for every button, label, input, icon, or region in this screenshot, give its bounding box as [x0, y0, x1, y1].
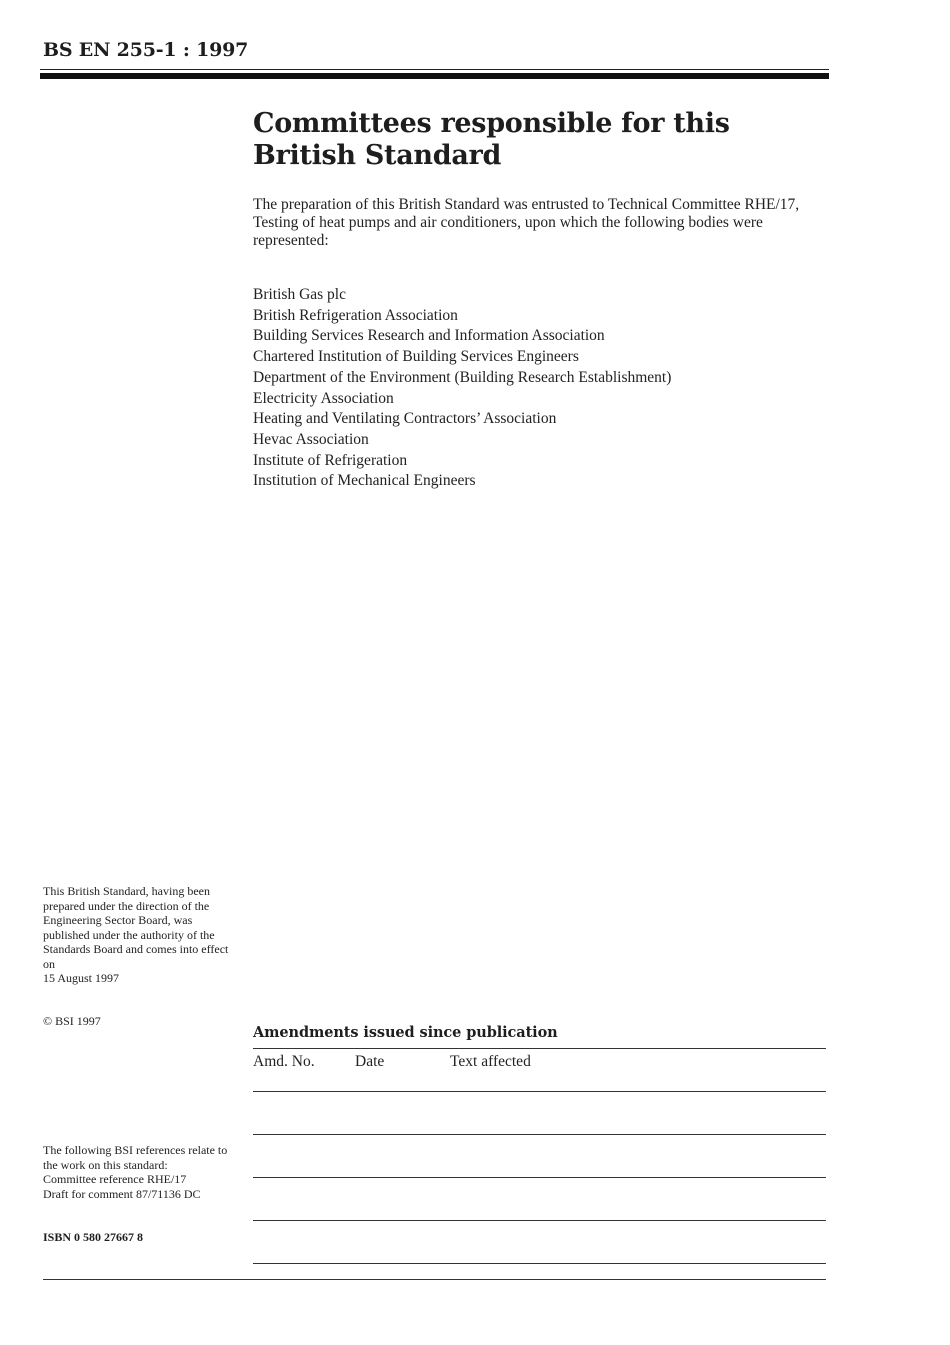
list-item: Building Services Research and Information Association [253, 327, 605, 345]
header-rule-thin [40, 69, 829, 70]
list-item: Heating and Ventilating Contractors’ Association [253, 410, 557, 428]
intro-paragraph: The preparation of this British Standard was entrusted to Technical Committee RHE/17, Testing of heat pumps and air conditioners, upon which the following bodies were represented: [253, 196, 800, 249]
amendments-rule-top [253, 1048, 826, 1049]
bsi-references [43, 1143, 238, 1201]
publication-note [43, 884, 238, 986]
isbn: ISBN 0 580 27667 8 [43, 1230, 144, 1244]
page-title [253, 108, 813, 172]
list-item: Institute of Refrigeration [253, 451, 408, 469]
references-intro: The following BSI references relate to the work on this standard: [43, 1143, 228, 1172]
column-header-date: Date [355, 1053, 385, 1070]
column-header-amd-no: Amd. No. [253, 1053, 315, 1070]
table-row-rule [253, 1177, 826, 1178]
committee-reference: Committee reference RHE/17 [43, 1172, 187, 1186]
publication-note-text: This British Standard, having been prepared under the direction of the Engineering Sector Board, was published under the authority of the Standards Board and comes into effect on [43, 884, 229, 971]
header-rule-thick [40, 73, 829, 79]
page-title-line-1: Committees responsible for this [253, 108, 730, 139]
standard-code: BS EN 255-1 : 1997 [43, 39, 249, 61]
copyright-notice: © BSI 1997 [43, 1014, 101, 1028]
draft-reference: Draft for comment 87/71136 DC [43, 1186, 201, 1201]
table-row-rule [253, 1134, 826, 1135]
list-item: British Refrigeration Association [253, 306, 458, 324]
list-item: British Gas plc [253, 286, 346, 303]
list-item: Electricity Association [253, 389, 394, 407]
effective-date: 15 August 1997 [43, 971, 120, 985]
column-header-text-affected: Text affected [450, 1053, 531, 1070]
amendments-title: Amendments issued since publication [253, 1024, 558, 1041]
footer-rule [43, 1279, 826, 1280]
list-item: Hevac Association [253, 430, 369, 448]
table-row-rule [253, 1091, 826, 1092]
list-item: Institution of Mechanical Engineers [253, 472, 476, 490]
list-item: Department of the Environment (Building Research Establishment) [253, 368, 672, 386]
table-row-rule [253, 1263, 826, 1264]
list-item: Chartered Institution of Building Services Engineers [253, 348, 579, 366]
table-row-rule [253, 1220, 826, 1221]
page-title-line-2: British Standard [253, 140, 502, 171]
represented-bodies-list [253, 285, 671, 492]
